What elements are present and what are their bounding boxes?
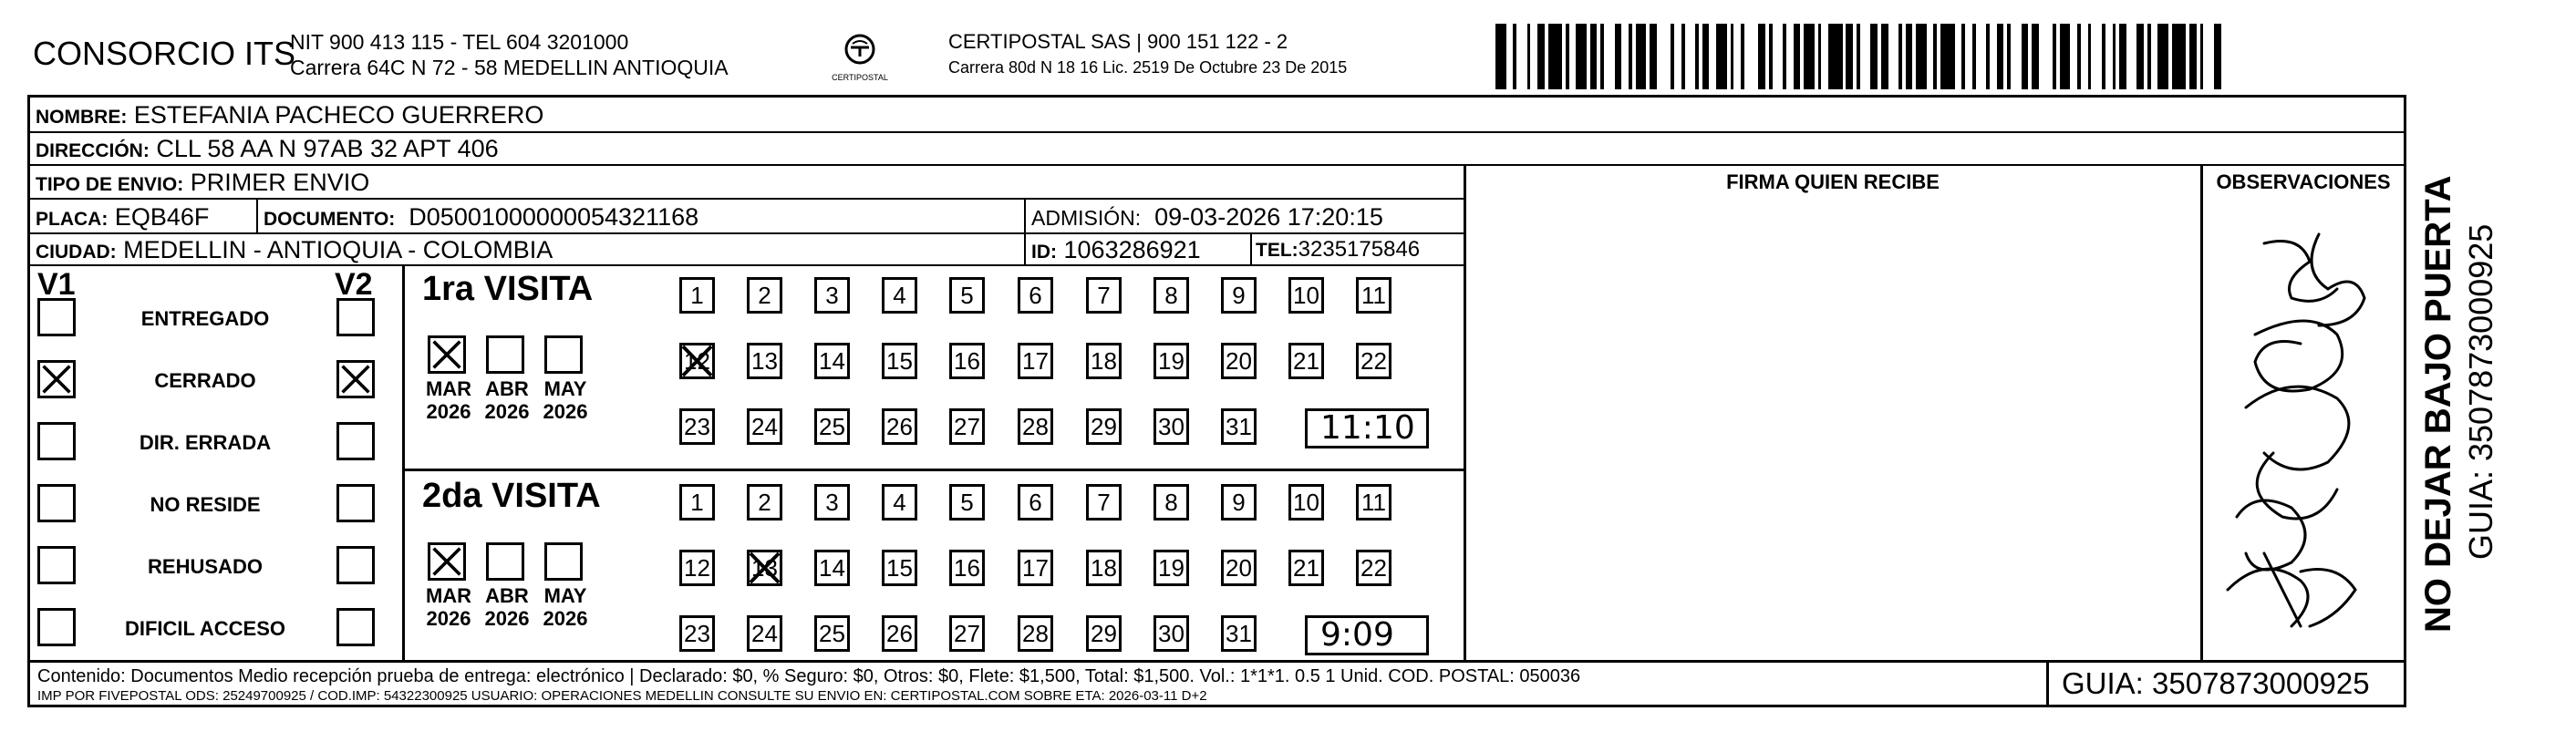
day-box[interactable]: 16 [949, 550, 985, 586]
day-box[interactable]: 4 [882, 277, 917, 314]
day-box[interactable]: 21 [1288, 343, 1324, 379]
footer-contents: Contenido: Documentos Medio recepción prueba de entrega: electrónico | Declarado: $0, % Seguro: $0, Otros: $0, Flete: $1,500, Total: $1,500. Vol.: 1*1*1. 0.5 1 Unid. COD. POSTAL: 050036 [37, 666, 1581, 686]
certipostal-info [948, 29, 1347, 80]
day-box[interactable]: 24 [747, 615, 782, 652]
day-box[interactable]: 25 [814, 408, 850, 445]
side-guia: GUIA: 3507873000925 [2462, 223, 2499, 560]
status-v1-checkbox[interactable] [37, 484, 76, 522]
day-box[interactable]: 12 [679, 550, 715, 586]
day-box[interactable]: 22 [1356, 550, 1391, 586]
certipostal-nit: CERTIPOSTAL SAS | 900 151 122 - 2 [948, 30, 1288, 53]
day-box[interactable]: 2 [747, 277, 782, 314]
documento-value: D05001000000054321168 [409, 203, 699, 231]
logo-text: CERTIPOSTAL [832, 73, 888, 82]
month-checkbox[interactable] [486, 542, 524, 581]
status-v2-checkbox[interactable] [336, 546, 375, 584]
footer-guia: GUIA: 3507873000925 [2062, 666, 2370, 700]
direccion-value: CLL 58 AA N 97AB 32 APT 406 [156, 135, 499, 162]
month-year: 2026 [543, 400, 588, 423]
day-box[interactable]: 15 [882, 550, 917, 586]
id-label: ID: [1031, 242, 1057, 263]
day-box[interactable]: 6 [1018, 277, 1053, 314]
day-box[interactable]: 26 [882, 615, 917, 652]
status-v2-checkbox[interactable] [336, 608, 375, 646]
day-box[interactable]: 16 [949, 343, 985, 379]
visit-title: 1ra VISITA [422, 270, 594, 308]
month-name: MAR [425, 584, 472, 607]
month-name: MAY [543, 584, 587, 607]
day-box[interactable]: 3 [814, 484, 850, 520]
day-box[interactable]: 2 [747, 484, 782, 520]
nombre-label: NOMBRE: [36, 107, 128, 128]
status-label: CERRADO [154, 369, 256, 392]
firma-header: FIRMA QUIEN RECIBE [1726, 170, 1940, 193]
day-box[interactable]: 15 [882, 343, 917, 379]
footer-print-info: IMP POR FIVEPOSTAL ODS: 25249700925 / COD.IMP: 54322300925 USUARIO: OPERACIONES MEDELLIN CONSULTE SU ENVIO EN: CERTIPOSTAL.COM SOBRE ETA: 2026-03-11 D+2 [37, 688, 1207, 704]
status-label: REHUSADO [148, 555, 263, 578]
day-box[interactable]: 18 [1086, 343, 1122, 379]
day-box[interactable]: 5 [949, 277, 985, 314]
month-label [479, 584, 535, 630]
certipostal-license: Carrera 80d N 18 16 Lic. 2519 De Octubre 23 De 2015 [948, 58, 1348, 77]
visit-time-box[interactable] [1305, 408, 1429, 448]
status-v2-checkbox[interactable] [336, 484, 375, 522]
status-label: ENTREGADO [140, 307, 270, 330]
company-address: Carrera 64C N 72 - 58 MEDELLIN ANTIOQUIA [290, 56, 729, 79]
day-box[interactable]: 31 [1221, 615, 1257, 652]
visit-title: 2da VISITA [422, 477, 601, 515]
month-year: 2026 [426, 607, 471, 630]
day-box[interactable]: 10 [1288, 277, 1324, 314]
month-label [537, 377, 594, 423]
ciudad-label: CIUDAD: [36, 242, 117, 263]
certipostal-logo [822, 33, 897, 88]
day-box[interactable]: 19 [1154, 343, 1189, 379]
day-box[interactable]: 29 [1086, 615, 1122, 652]
status-v1-checkbox[interactable] [37, 608, 76, 646]
delivery-form [27, 95, 2406, 707]
day-box[interactable]: 10 [1288, 484, 1324, 520]
day-box[interactable]: 17 [1018, 343, 1053, 379]
day-box[interactable]: 28 [1018, 408, 1053, 445]
tel-value: 3235175846 [1298, 237, 1421, 262]
day-box[interactable]: 7 [1086, 277, 1122, 314]
admision-value: 09-03-2026 17:20:15 [1154, 203, 1383, 231]
day-box[interactable]: 11 [1356, 277, 1391, 314]
month-checkbox[interactable] [544, 335, 583, 374]
tel-label: TEL: [1256, 240, 1298, 261]
month-label [479, 377, 535, 423]
day-box[interactable]: 14 [814, 550, 850, 586]
documento-row [264, 203, 698, 233]
day-mark [747, 550, 782, 586]
status-v1-checkbox[interactable] [37, 422, 76, 460]
day-box[interactable]: 8 [1154, 484, 1189, 520]
day-box[interactable]: 11 [1356, 484, 1391, 520]
day-box[interactable]: 25 [814, 615, 850, 652]
status-v1-checkbox[interactable] [37, 360, 76, 398]
barcode [1495, 24, 2225, 89]
day-box[interactable]: 20 [1221, 343, 1257, 379]
status-label: DIR. ERRADA [139, 431, 272, 454]
status-v2-checkbox[interactable] [336, 360, 375, 398]
month-label [537, 584, 594, 630]
month-name: MAY [543, 377, 587, 400]
status-v2-checkbox[interactable] [336, 422, 375, 460]
day-box[interactable]: 12 [679, 343, 715, 379]
company-name: CONSORCIO ITS [33, 35, 296, 72]
ciudad-row [36, 236, 553, 266]
month-name: ABR [485, 584, 529, 607]
id-value: 1063286921 [1063, 236, 1201, 263]
visit-time: 9:09 [1320, 616, 1394, 654]
month-checkbox[interactable] [428, 335, 466, 374]
observaciones-header: OBSERVACIONES [2216, 170, 2391, 193]
day-box[interactable]: 28 [1018, 615, 1053, 652]
documento-label: DOCUMENTO: [264, 209, 396, 230]
status-label: NO RESIDE [150, 493, 261, 516]
company-nit: NIT 900 413 115 - TEL 604 3201000 [290, 30, 629, 54]
month-year: 2026 [543, 607, 588, 630]
placa-row [36, 203, 209, 233]
side-notice: NO DEJAR BAJO PUERTA [2418, 175, 2458, 633]
admision-row [1031, 203, 1383, 232]
tipo-value: PRIMER ENVIO [190, 169, 370, 196]
month-checkbox[interactable] [486, 335, 524, 374]
day-box[interactable]: 6 [1018, 484, 1053, 520]
day-box[interactable]: 1 [679, 277, 715, 314]
day-box[interactable]: 23 [679, 408, 715, 445]
day-box[interactable]: 29 [1086, 408, 1122, 445]
direccion-label: DIRECCIÓN: [36, 140, 150, 161]
month-year: 2026 [484, 400, 530, 423]
day-box[interactable]: 23 [679, 615, 715, 652]
tel-row [1256, 236, 1420, 264]
tipo-row [36, 169, 369, 199]
month-checkbox[interactable] [428, 542, 466, 581]
day-box[interactable]: 13 [747, 343, 782, 379]
day-box[interactable]: 21 [1288, 550, 1324, 586]
day-box[interactable]: 18 [1086, 550, 1122, 586]
v1-header: V1 [37, 267, 76, 302]
day-box[interactable]: 19 [1154, 550, 1189, 586]
company-info [290, 29, 729, 80]
signature-image [2209, 225, 2401, 654]
placa-value: EQB46F [114, 203, 210, 231]
day-mark [679, 343, 715, 379]
id-row [1031, 236, 1201, 266]
day-box[interactable]: 22 [1356, 343, 1391, 379]
visit-time-box[interactable] [1305, 615, 1429, 655]
status-label: DIFICIL ACCESO [124, 617, 285, 640]
day-box[interactable]: 7 [1086, 484, 1122, 520]
day-box[interactable]: 9 [1221, 484, 1257, 520]
day-box[interactable]: 3 [814, 277, 850, 314]
day-box[interactable]: 5 [949, 484, 985, 520]
day-box[interactable]: 27 [949, 615, 985, 652]
day-box[interactable]: 1 [679, 484, 715, 520]
placa-label: PLACA: [36, 209, 109, 230]
month-checkbox[interactable] [544, 542, 583, 581]
day-box[interactable]: 26 [882, 408, 917, 445]
day-box[interactable]: 14 [814, 343, 850, 379]
nombre-value: ESTEFANIA PACHECO GUERRERO [133, 101, 544, 129]
tipo-label: TIPO DE ENVIO: [36, 174, 184, 195]
day-box[interactable]: 4 [882, 484, 917, 520]
ciudad-value: MEDELLIN - ANTIOQUIA - COLOMBIA [123, 236, 553, 263]
month-year: 2026 [484, 607, 530, 630]
month-year: 2026 [426, 400, 471, 423]
day-box[interactable]: 17 [1018, 550, 1053, 586]
day-box[interactable]: 31 [1221, 408, 1257, 445]
day-box[interactable]: 13 [747, 550, 782, 586]
day-box[interactable]: 30 [1154, 615, 1189, 652]
visit-time: 11:10 [1320, 409, 1415, 447]
day-box[interactable]: 27 [949, 408, 985, 445]
month-label [420, 584, 477, 630]
day-box[interactable]: 24 [747, 408, 782, 445]
month-label [420, 377, 477, 423]
admision-label: ADMISIÓN: [1031, 206, 1142, 230]
month-name: MAR [425, 377, 472, 400]
day-box[interactable]: 9 [1221, 277, 1257, 314]
day-box[interactable]: 8 [1154, 277, 1189, 314]
direccion-row [36, 135, 499, 165]
month-name: ABR [485, 377, 529, 400]
status-v2-checkbox[interactable] [336, 298, 375, 336]
day-box[interactable]: 20 [1221, 550, 1257, 586]
day-box[interactable]: 30 [1154, 408, 1189, 445]
status-v1-checkbox[interactable] [37, 546, 76, 584]
status-v1-checkbox[interactable] [37, 298, 76, 336]
nombre-row [36, 101, 543, 131]
v2-header: V2 [335, 267, 373, 302]
